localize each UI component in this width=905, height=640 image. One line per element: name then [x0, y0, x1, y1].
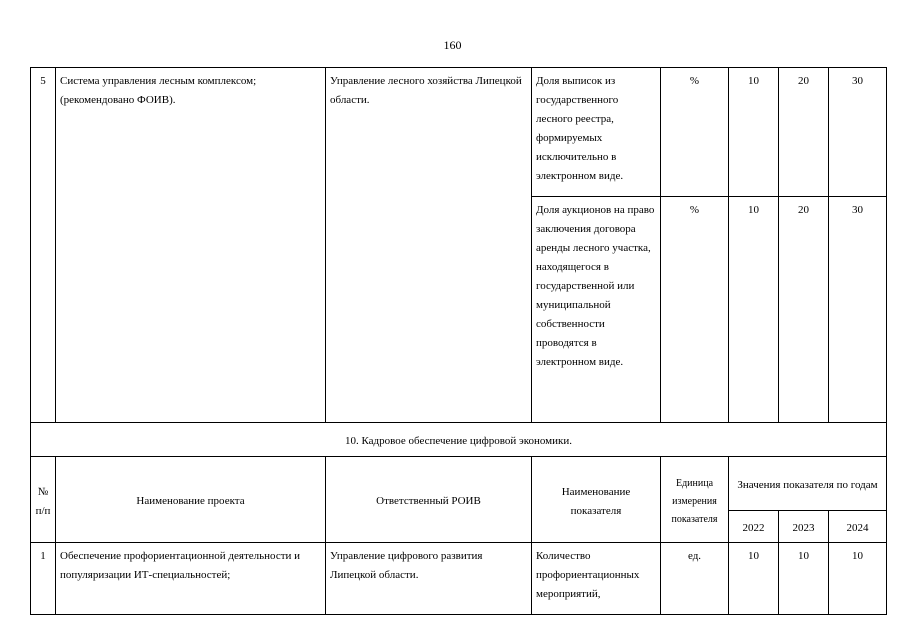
responsible-body: Управление цифрового развития Липецкой области.: [326, 543, 532, 615]
value-2022: 10: [729, 68, 779, 197]
responsible-body: Управление лесного хозяйства Липецкой области.: [326, 68, 532, 423]
header-year-2024: 2024: [829, 511, 887, 543]
table-row: [31, 68, 887, 197]
header-project: Наименование проекта: [56, 457, 326, 543]
unit-cell: %: [661, 68, 729, 197]
header-indicator: Наименование показателя: [532, 457, 661, 543]
header-year-2022: 2022: [729, 511, 779, 543]
header-year-2023: 2023: [779, 511, 829, 543]
header-unit: Единица измерения показателя: [661, 457, 729, 543]
header-values: Значения показателя по годам: [729, 457, 887, 511]
header-number: № п/п: [31, 457, 56, 543]
value-2024: 30: [829, 197, 887, 423]
value-2023: 20: [779, 197, 829, 423]
header-responsible: Ответственный РОИВ: [326, 457, 532, 543]
value-2022: 10: [729, 543, 779, 615]
row-number: 5: [31, 68, 56, 423]
value-2024: 10: [829, 543, 887, 615]
indicator-name: Доля выписок из государственного лесного реестра, формируемых исключительно в электронном виде.: [532, 68, 661, 197]
value-2023: 10: [779, 543, 829, 615]
section-title-row: [31, 423, 887, 457]
header-row: [31, 457, 887, 511]
value-2022: 10: [729, 197, 779, 423]
value-2024: 30: [829, 68, 887, 197]
row-number: 1: [31, 543, 56, 615]
page-number: 160: [443, 38, 462, 52]
project-name: Система управления лесным комплексом; (рекомендовано ФОИВ).: [56, 68, 326, 423]
indicators-table: [30, 67, 887, 615]
value-2023: 20: [779, 68, 829, 197]
indicator-name: Количество профориентационных мероприятий,: [532, 543, 661, 615]
section-title: 10. Кадровое обеспечение цифровой экономики.: [31, 423, 887, 457]
table-row: [31, 543, 887, 615]
unit-cell: %: [661, 197, 729, 423]
project-name: Обеспечение профориентационной деятельности и популяризации ИТ-специальностей;: [56, 543, 326, 615]
indicator-name: Доля аукционов на право заключения договора аренды лесного участка, находящегося в государственной или муниципальной собственности проводятся в электронном виде.: [532, 197, 661, 423]
unit-cell: ед.: [661, 543, 729, 615]
